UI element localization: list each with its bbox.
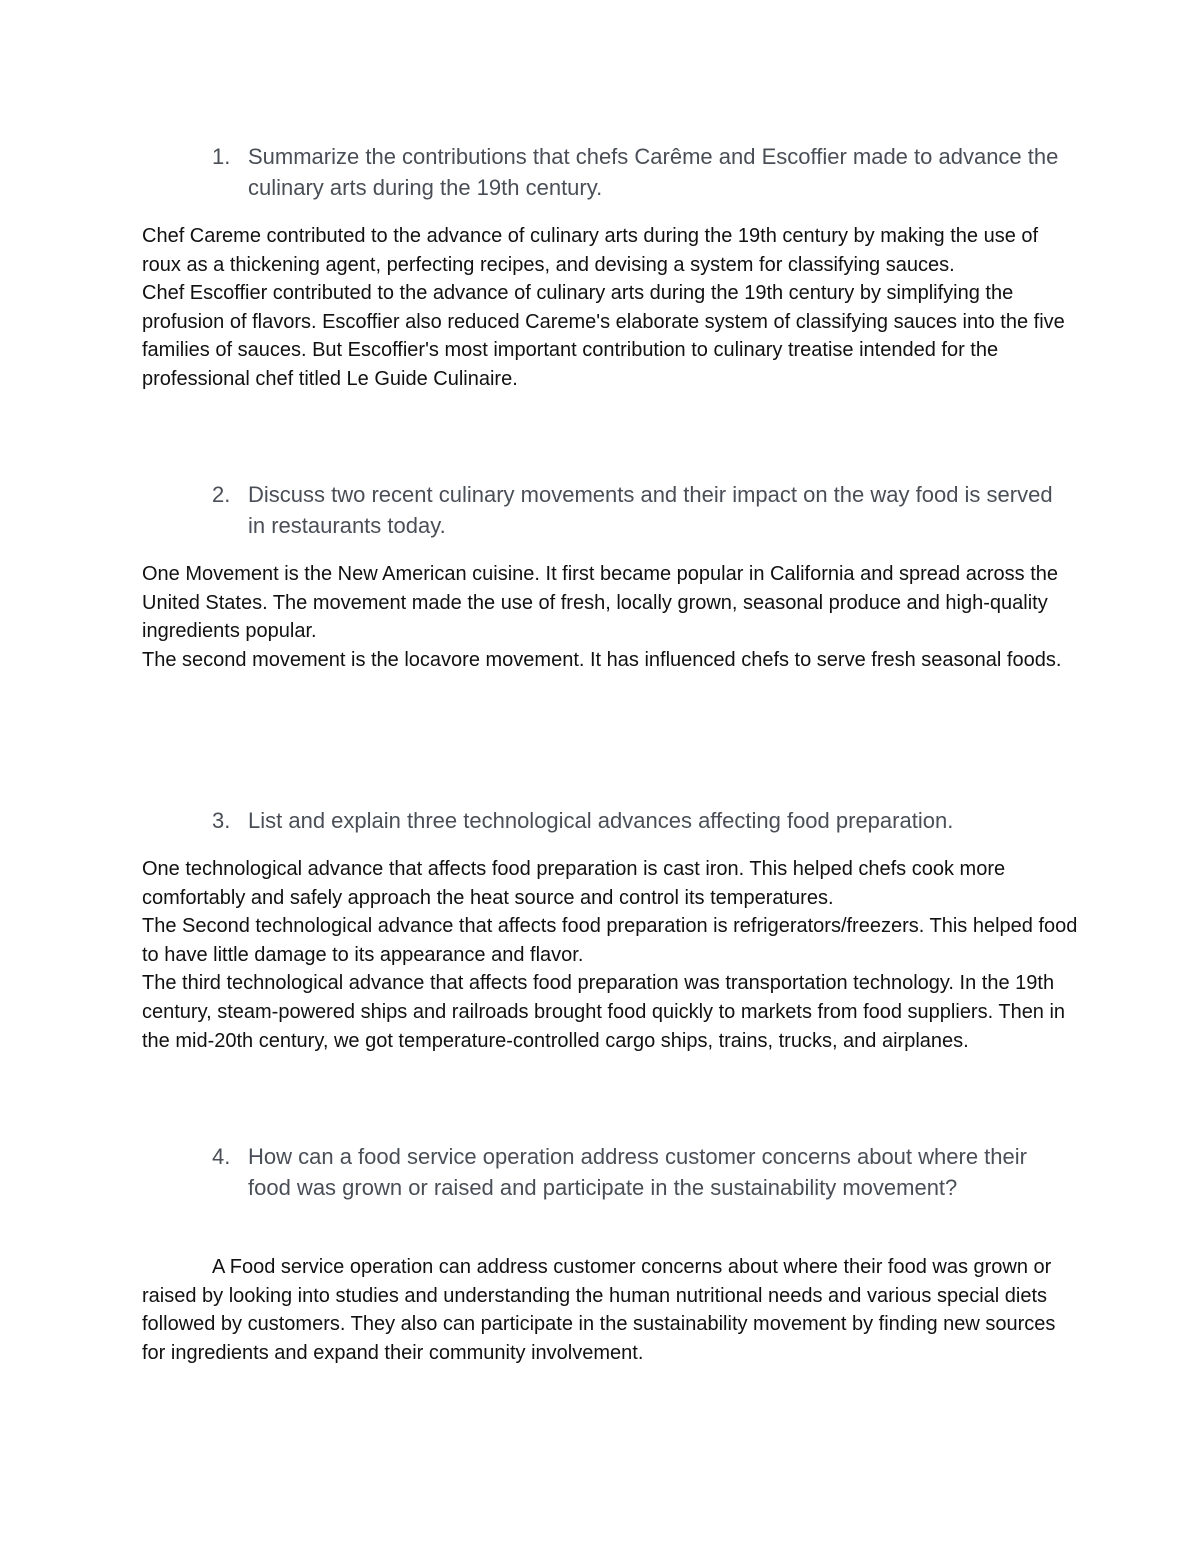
question-text: How can a food service operation address customer concerns about where their food was grown or raised and participate in the sustainability movement?: [248, 1144, 1027, 1200]
answer-paragraph: A Food service operation can address customer concerns about where their food was grown or raised by looking into studies and understanding the human nutritional needs and various special diets followed by customers. They also can participate in the sustainability movement by finding new sources for ingredients and expand their community involvement.: [142, 1256, 1056, 1364]
question-1: [212, 141, 1072, 203]
question-number: 1.: [212, 144, 231, 169]
question-text: Discuss two recent culinary movements and their impact on the way food is served in restaurants today.: [248, 482, 1053, 538]
question-4: [212, 1141, 1072, 1203]
question-number: 3.: [212, 808, 231, 833]
question-number: 4.: [212, 1144, 231, 1169]
answer-paragraph: The Second technological advance that affects food preparation is refrigerators/freezers. This helped food to have little damage to its appearance and flavor.: [142, 915, 1078, 966]
question-number: 2.: [212, 482, 231, 507]
answer-3: [142, 855, 1082, 1055]
answer-paragraph: Chef Careme contributed to the advance of culinary arts during the 19th century by making the use of roux as a thickening agent, perfecting recipes, and devising a system for classifying sauces.: [142, 225, 1039, 276]
answer-4: [142, 1253, 1082, 1367]
answer-paragraph: The second movement is the locavore movement. It has influenced chefs to serve fresh seasonal foods.: [142, 648, 1062, 671]
answer-paragraph: One technological advance that affects food preparation is cast iron. This helped chefs cook more comfortably and safely approach the heat source and control its temperatures.: [142, 858, 1006, 909]
answer-paragraph: Chef Escoffier contributed to the advance of culinary arts during the 19th century by simplifying the profusion of flavors. Escoffier also reduced Careme's elaborate system of classifying sauces into the five families of sauces. But Escoffier's most important contribution to culinary treatise intended for the professional chef titled Le Guide Culinaire.: [142, 282, 1065, 390]
answer-2: [142, 560, 1082, 674]
question-text: Summarize the contributions that chefs Carême and Escoffier made to advance the culinary arts during the 19th century.: [248, 144, 1059, 200]
answer-1: [142, 222, 1082, 394]
question-text: List and explain three technological advances affecting food preparation.: [248, 808, 954, 833]
question-3: [212, 805, 1072, 836]
question-2: [212, 479, 1072, 541]
answer-paragraph: One Movement is the New American cuisine. It first became popular in California and spread across the United States. The movement made the use of fresh, locally grown, seasonal produce and high-quality ingredients popular.: [142, 563, 1058, 643]
answer-paragraph: The third technological advance that affects food preparation was transportation technology. In the 19th century, steam-powered ships and railroads brought food quickly to markets from food suppliers. Then in the mid-20th century, we got temperature-controlled cargo ships, trains, trucks, and airplanes.: [142, 972, 1066, 1052]
